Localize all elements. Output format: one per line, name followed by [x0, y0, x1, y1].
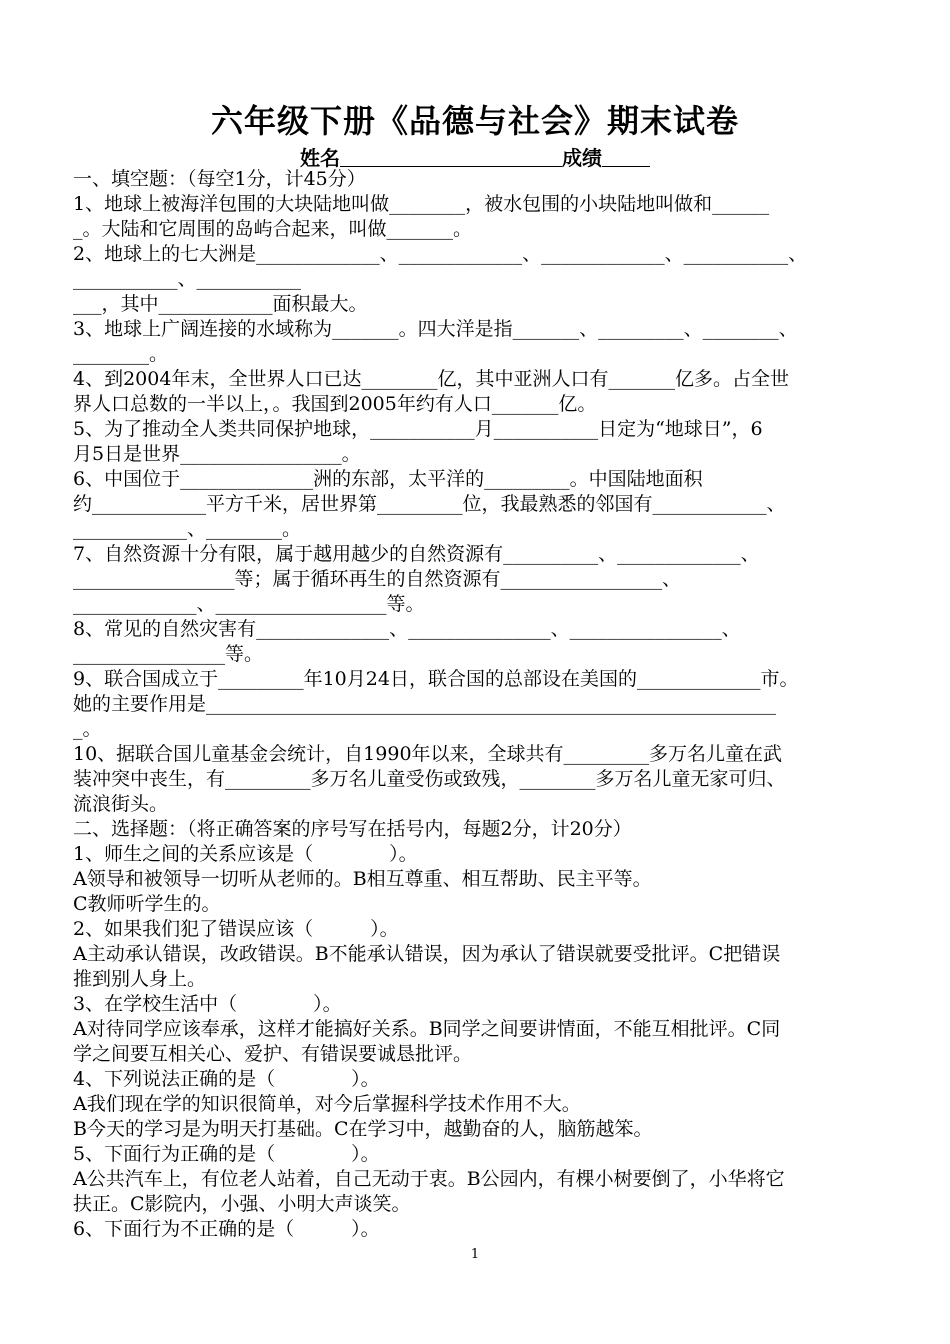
text-line: 10、据联合国儿童基金会统计，自1990年以来，全球共有_________多万名儿童在武 — [73, 743, 783, 765]
text-line: 2、如果我们犯了错误应该（ ）。 — [73, 918, 399, 940]
text-line: 月5日是世界_________________。 — [73, 443, 361, 465]
text-line: 9、联合国成立于_________年10月24日，联合国的总部设在美国的_____________市。 — [73, 668, 799, 690]
text-line: 她的主要作用是____________________________________________________________ — [73, 693, 777, 715]
text-line: 推到别人身上。 — [73, 968, 207, 990]
text-line: B今天的学习是为明天打基础。C在学习中，越勤奋的人，脑筋越笨。 — [73, 1118, 653, 1140]
text-line: 5、下面行为正确的是（ ）。 — [73, 1143, 380, 1165]
text-line: ___________、___________ — [73, 268, 302, 290]
score-blank[interactable] — [602, 148, 650, 167]
text-line: _。大陆和它周围的岛屿合起来，叫做_______。 — [73, 218, 473, 240]
text-line: 2、地球上的七大洲是_____________、_____________、_____________、___________、 — [73, 243, 808, 265]
text-line: _。 — [73, 718, 102, 740]
text-line: 扶正。C影院内，小强、小明大声谈笑。 — [73, 1193, 411, 1215]
text-line: A主动承认错误，改政错误。B不能承认错误，因为承认了错误就要受批评。C把错误 — [73, 943, 781, 965]
name-blank[interactable] — [340, 148, 562, 167]
exam-content — [73, 167, 883, 1242]
text-line: 流浪街头。 — [73, 793, 169, 815]
text-line: 6、下面行为不正确的是（ ）。 — [73, 1218, 380, 1240]
text-line: 3、在学校生活中（ ）。 — [73, 993, 342, 1015]
score-label: 成绩 — [562, 146, 602, 170]
text-line: A领导和被领导一切听从老师的。B相互尊重、相互帮助、民主平等。 — [73, 868, 652, 890]
text-line: A我们现在学的知识很简单，对今后掌握科学技术作用不大。 — [73, 1093, 581, 1115]
text-line: 一、填空题：（每空1分，计45分） — [73, 168, 366, 190]
text-line: 约____________平方千米，居世界第_________位，我最熟悉的邻国有____________、 — [73, 493, 786, 515]
text-line: 4、下列说法正确的是（ ）。 — [73, 1068, 380, 1090]
text-line: _________________等；属于循环再生的自然资源有_________________、 — [73, 568, 682, 590]
text-line: 8、常见的自然灾害有______________、_______________、________________、 — [73, 618, 741, 640]
text-line: ____________、________。 — [73, 518, 302, 540]
text-line: 4、到2004年末，全世界人口已达________亿，其中亚洲人口有_______亿多。占全世 — [73, 368, 789, 390]
text-line: 3、地球上广阔连接的水域称为_______。四大洋是指_______、_________、________、 — [73, 318, 798, 340]
text-line: ________。 — [73, 343, 169, 365]
text-line: 7、自然资源十分有限，属于越用越少的自然资源有__________、_____________、 — [73, 543, 760, 565]
text-line: A公共汽车上，有位老人站着，自己无动于衷。B公园内，有棵小树要倒了，小华将它 — [73, 1168, 785, 1190]
text-line: _____________、__________________等。 — [73, 593, 425, 615]
text-line: 1、师生之间的关系应该是（ ）。 — [73, 843, 418, 865]
text-line: 1、地球上被海洋包围的大块陆地叫做________，被水包围的小块陆地叫做和______ — [73, 193, 770, 215]
text-line: 学之间要互相关心、爱护、有错误要诚恳批评。 — [73, 1043, 473, 1065]
text-line: ________________等。 — [73, 643, 264, 665]
text-line: A对待同学应该奉承，这样才能搞好关系。B同学之间要讲情面，不能互相批评。C同 — [73, 1018, 781, 1040]
text-line: 二、选择题：（将正确答案的序号写在括号内，每题2分，计20分） — [73, 818, 632, 840]
text-line: 装冲突中丧生，有_________多万名儿童受伤或致残，________多万名儿童无家可归、 — [73, 768, 786, 790]
text-line: 界人口总数的一半以上，。我国到2005年约有人口_______亿。 — [73, 393, 597, 415]
name-label: 姓名 — [300, 146, 340, 170]
exam-title: 六年级下册《品德与社会》期末试卷 — [210, 102, 739, 140]
text-line: C教师听学生的。 — [73, 893, 221, 915]
text-line: ___，其中____________面积最大。 — [73, 293, 368, 315]
text-line: 6、中国位于______________洲的东部，太平洋的_________。中国陆地面积 — [73, 468, 703, 490]
text-line: 5、为了推动全人类共同保护地球，___________月___________日定为“地球日”，6 — [73, 418, 763, 440]
page-number: 1 — [470, 1247, 480, 1262]
